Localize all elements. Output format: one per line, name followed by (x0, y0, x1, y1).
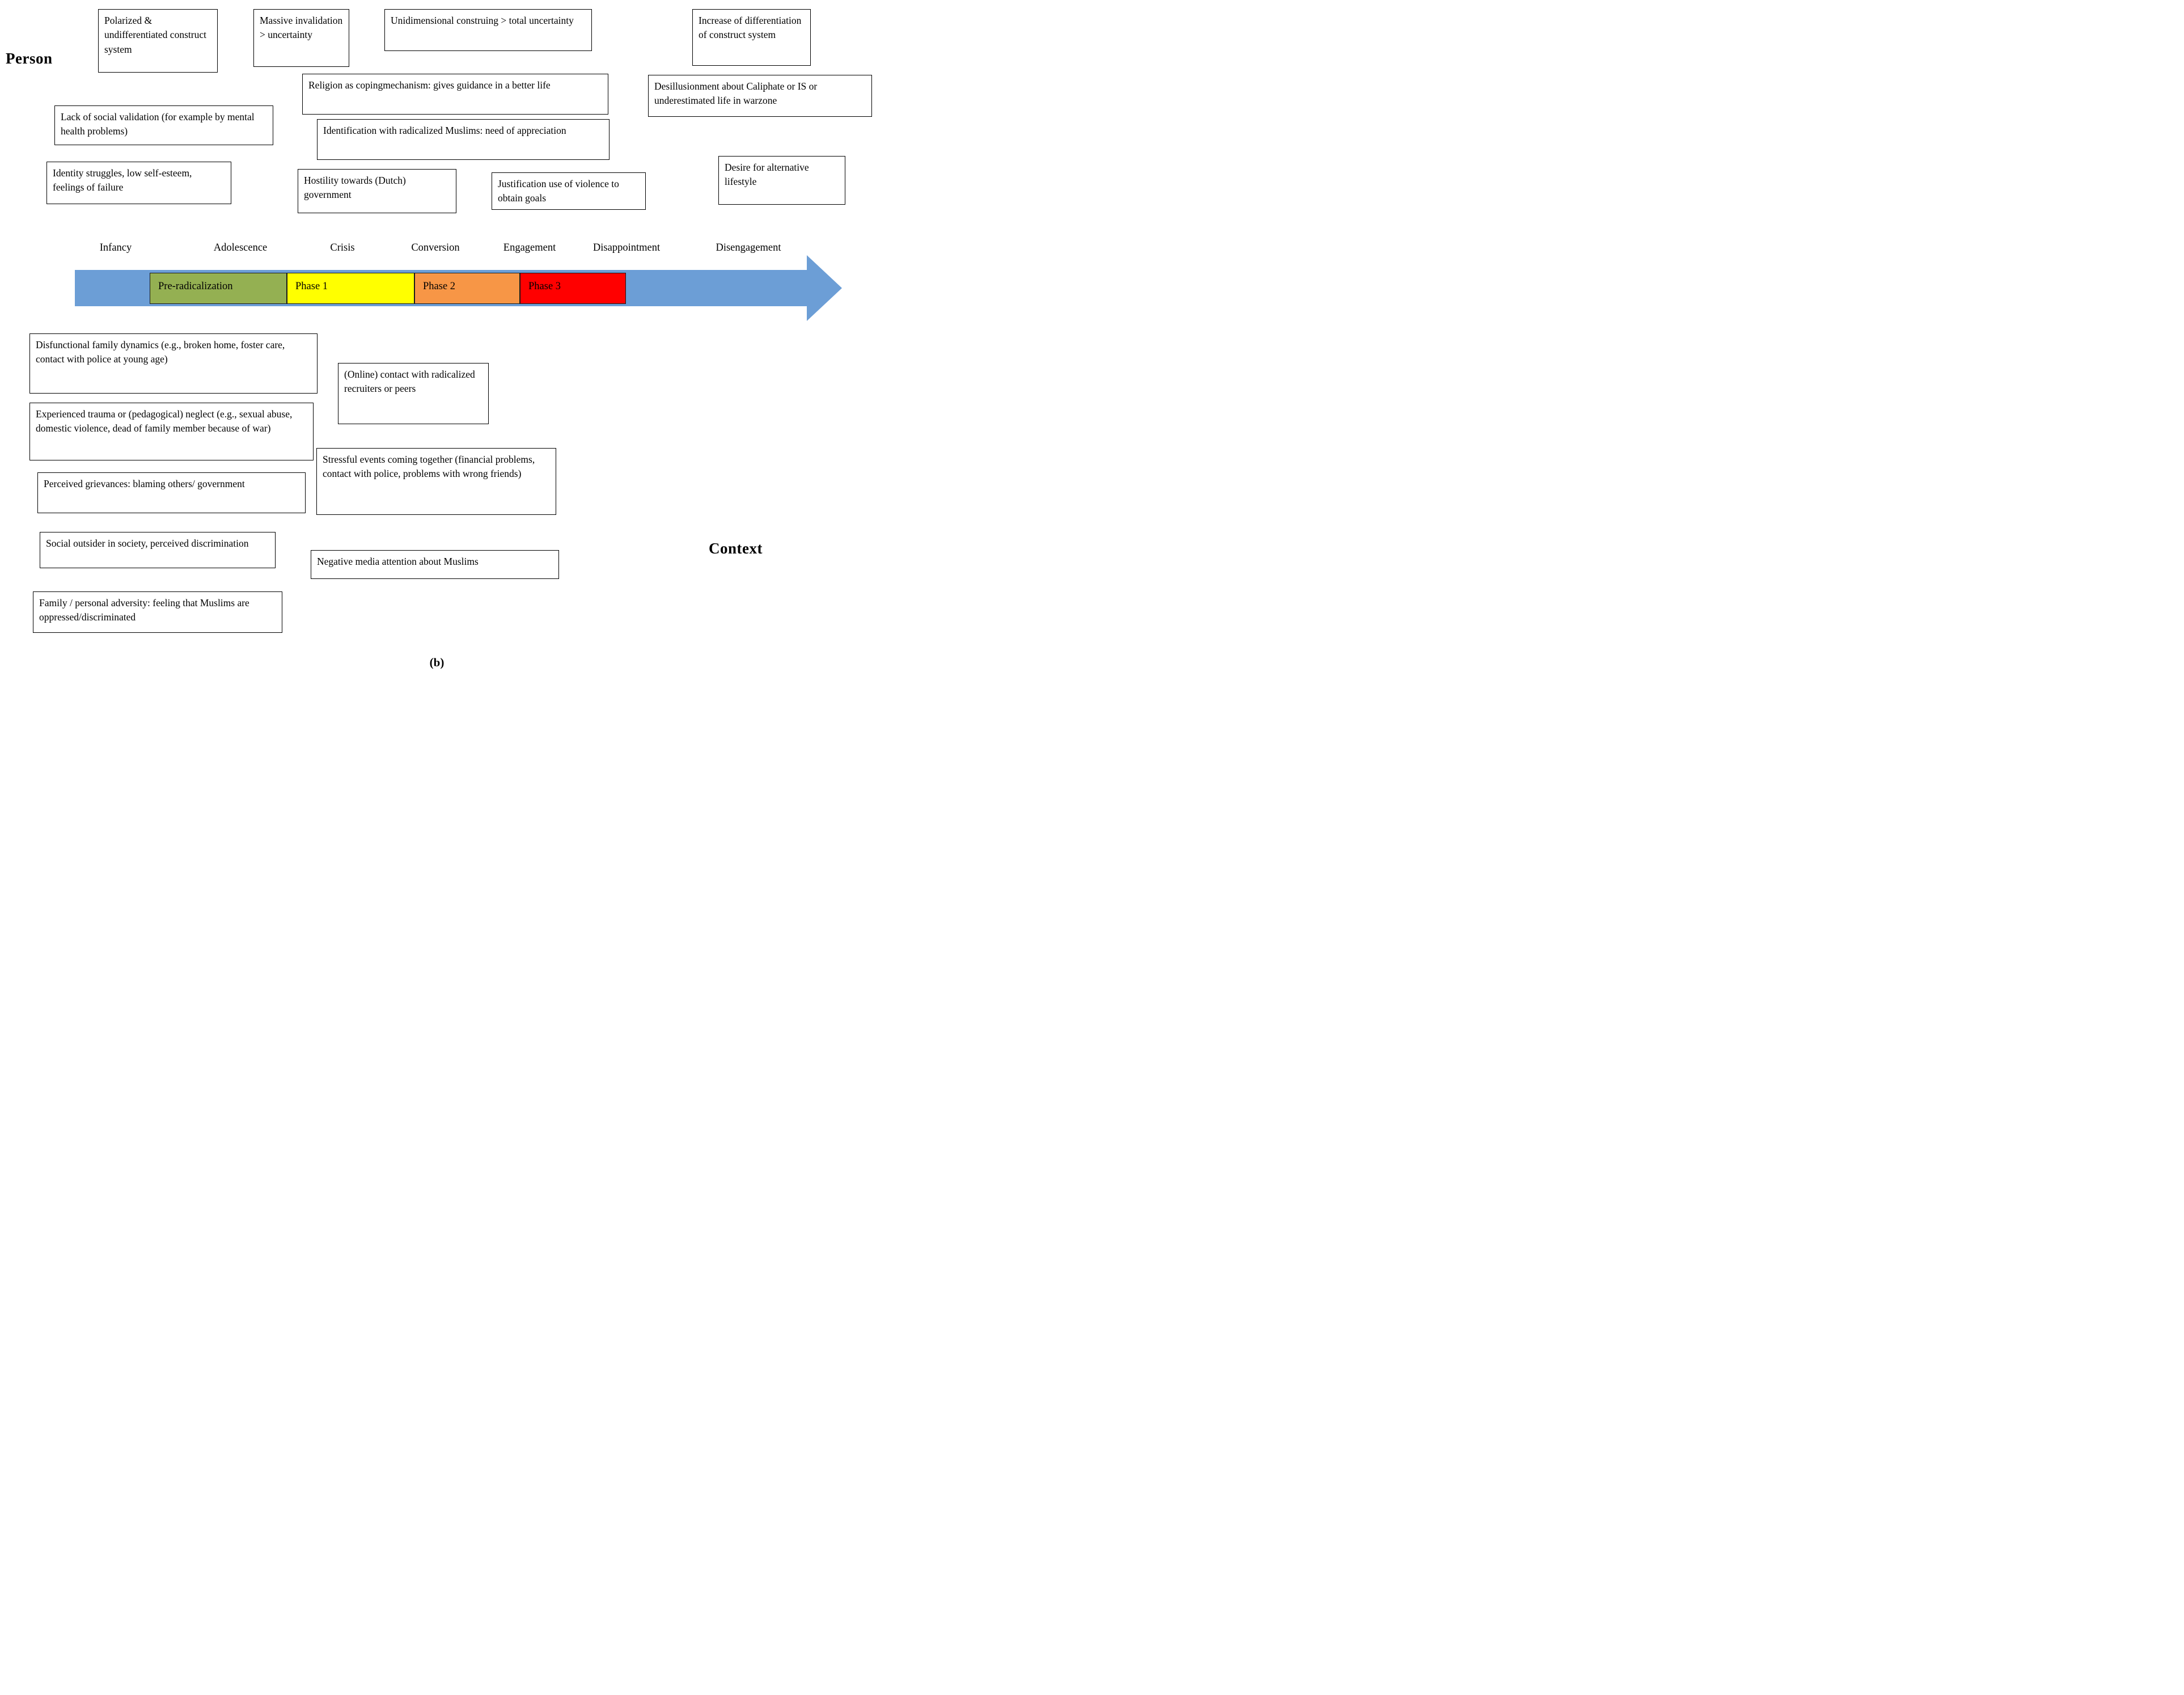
person-section-heading: Person (6, 50, 53, 67)
person-box-identity-struggles: Identity struggles, low self-esteem, feelings of failure (46, 162, 231, 204)
person-box-hostility-government: Hostility towards (Dutch) government (298, 169, 456, 213)
stage-label-crisis: Crisis (330, 242, 355, 253)
context-box-online-contact: (Online) contact with radicalized recruiters or peers (338, 363, 489, 424)
stage-label-conversion: Conversion (411, 242, 460, 253)
phase-segment-phase-1: Phase 1 (287, 273, 414, 304)
person-box-increase-differentiation: Increase of differentiation of construct system (692, 9, 811, 66)
stage-label-adolescence: Adolescence (213, 242, 268, 253)
context-box-disfunctional-family: Disfunctional family dynamics (e.g., broken home, foster care, contact with police at young age) (29, 333, 318, 394)
person-box-unidimensional-construing: Unidimensional construing > total uncertainty (384, 9, 592, 51)
context-box-family-adversity: Family / personal adversity: feeling that Muslims are oppressed/discriminated (33, 591, 282, 633)
stage-label-engagement: Engagement (503, 242, 556, 253)
phase-segment-phase-2: Phase 2 (414, 273, 520, 304)
stage-label-disappointment: Disappointment (592, 242, 661, 253)
context-box-stressful-events: Stressful events coming together (financial problems, contact with police, problems with wrong friends) (316, 448, 556, 515)
person-box-justification-violence: Justification use of violence to obtain goals (492, 172, 646, 210)
stage-label-infancy: Infancy (99, 242, 132, 253)
person-box-alternative-lifestyle: Desire for alternative lifestyle (718, 156, 845, 205)
context-box-negative-media: Negative media attention about Muslims (311, 550, 559, 579)
context-box-perceived-grievances: Perceived grievances: blaming others/ government (37, 472, 306, 513)
context-box-social-outsider: Social outsider in society, perceived discrimination (40, 532, 276, 568)
person-box-polarized-construct: Polarized & undifferentiated construct system (98, 9, 218, 73)
context-section-heading: Context (709, 540, 763, 557)
person-box-identification-radicalized: Identification with radicalized Muslims: need of appreciation (317, 119, 610, 160)
radicalization-phases-diagram (0, 0, 874, 678)
figure-caption: (b) (429, 656, 445, 669)
context-box-experienced-trauma: Experienced trauma or (pedagogical) neglect (e.g., sexual abuse, domestic violence, dead of family member because of war) (29, 403, 314, 460)
person-box-massive-invalidation: Massive invalidation > uncertainty (253, 9, 349, 67)
phase-segment-phase-3: Phase 3 (520, 273, 626, 304)
person-box-religion-coping: Religion as copingmechanism: gives guidance in a better life (302, 74, 608, 115)
phase-segment-pre-radicalization: Pre-radicalization (150, 273, 287, 304)
timeline-arrow-head-icon (807, 255, 842, 321)
stage-label-disengagement: Disengagement (716, 242, 781, 253)
person-box-lack-social-validation: Lack of social validation (for example by mental health problems) (54, 105, 273, 145)
person-box-desillusionment: Desillusionment about Caliphate or IS or underestimated life in warzone (648, 75, 872, 117)
